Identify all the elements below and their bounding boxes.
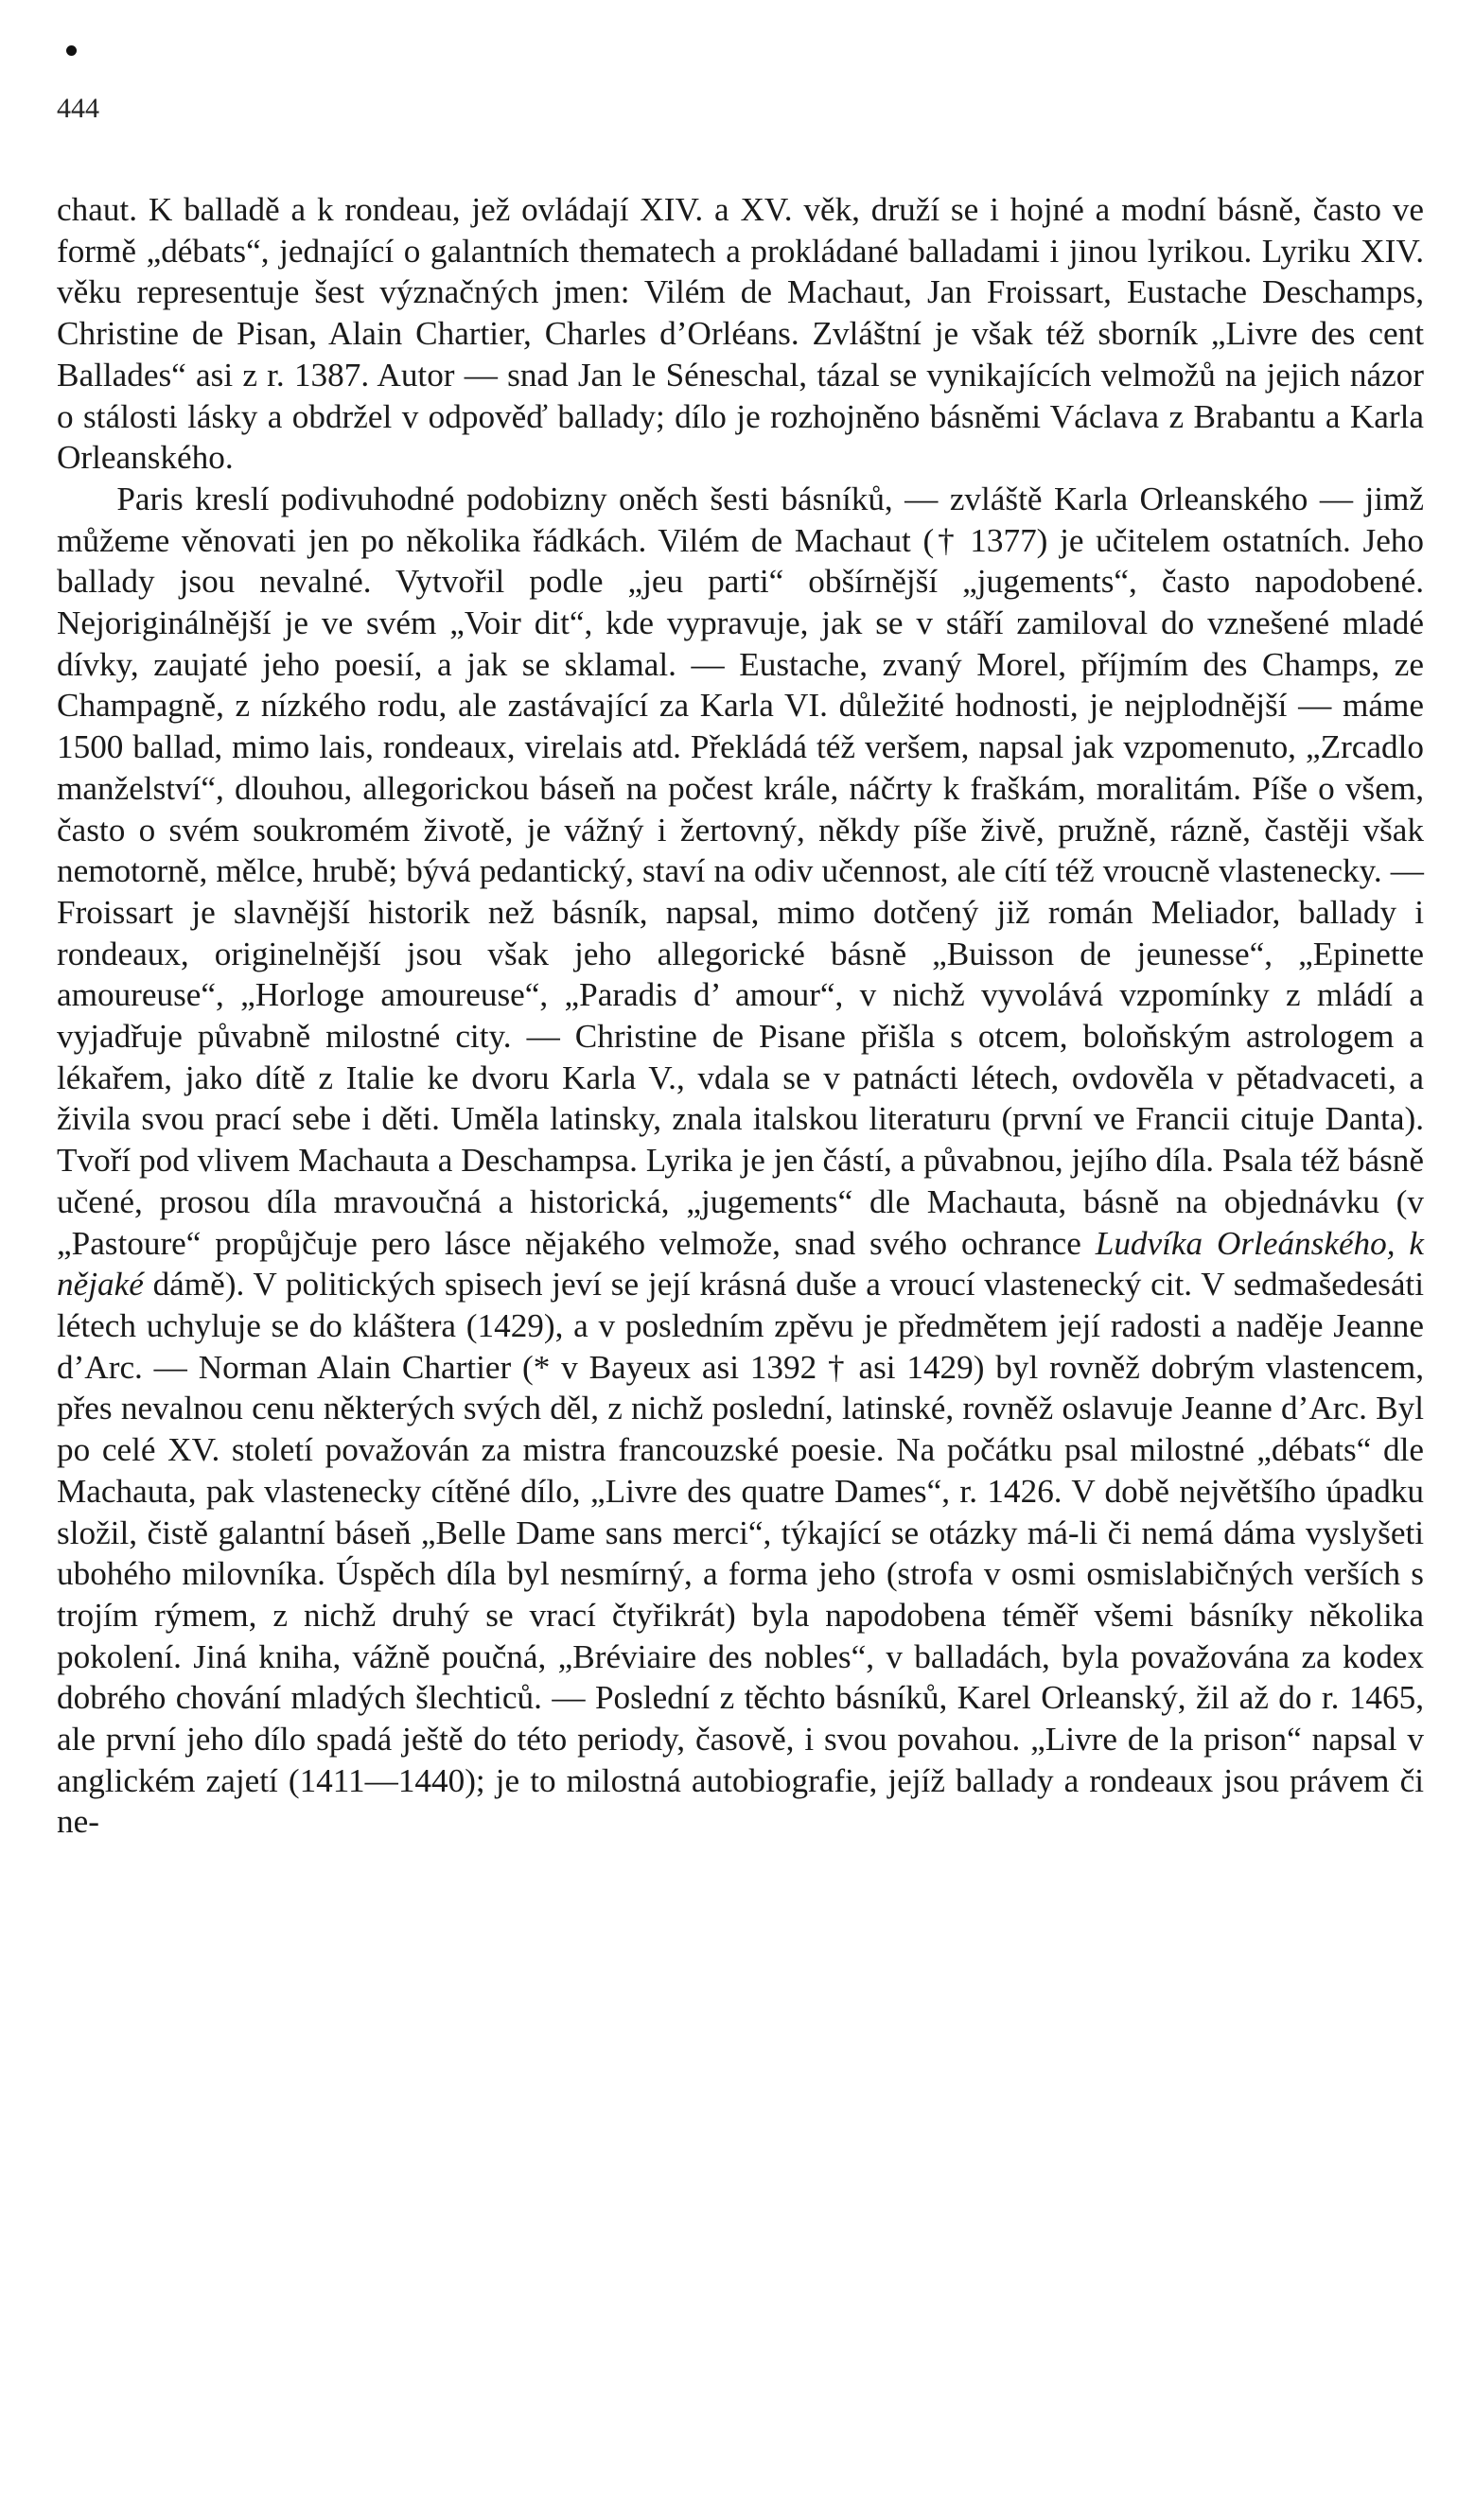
paragraph-poets-text: Paris kreslí podivuhodné podobizny oněch šesti básníků, — zvláště Karla Orleanského — jimž můžeme věnovati jen po několika řádkách. Vilém de Machaut († 1377) je učitelem ostatních. Jeho ballady jsou nevalné. Vytvořil podle „jeu parti“ obšírnější „jugements“, často napodobené. Nejoriginálnější je ve svém „Voir dit“, kde vypravuje, jak se v stáří zamiloval do vznešené mladé dívky, zaujaté jeho poesií, a jak se sklamal. — Eustache, zvaný Morel, příjmím des Champs, ze Champagně, z nízkého rodu, ale zastávající za Karla VI. důležité hodnosti, je nejplodnější — máme 1500 ballad, mimo lais, rondeaux, virelais atd. Překládá též veršem, napsal jak vzpomenuto, „Zrcadlo manželství“, dlouhou, allegorickou báseň na počest krále, náčrty k fraškám, moralitám. Píše o všem, často o svém soukromém životě, je vážný i žertovný, někdy píše živě, pružně, rázně, častěji však nemotorně, mělce, hrubě; bývá pedantický, staví na odiv učennost, ale cítí též vroucně vlastenecky. — Froissart je slavnější historik než básník, napsal, mimo dotčený již román Meliador, ballady i rondeaux, originelnější jsou však jeho allegorické básně „Buisson de jeunesse“, „Epinette amoureuse“, „Horloge amoureuse“, „Paradis d’ amour“, v nichž vyvolává vzpomínky z mládí a vyjadřuje půvabně milostné city. — Christine de Pisane přišla s otcem, boloňským astrologem a lékařem, jako dítě z Italie ke dvoru Karla V., vdala se v patnácti létech, ovdověla v pětadvaceti, a živila svou prací sebe i děti. Uměla latinsky, znala italskou literaturu (první ve Francii cituje Danta). Tvoří pod vlivem Machauta a Deschampsa. Lyrika je jen částí, a půvabnou, jejího díla. Psala též básně učené, prosou díla mravoučná a historická, „jugements“ dle Machauta, básně na objednávku (v „Pastoure“ propůjčuje pero lásce nějakého velmože, snad svého ochrance xyxy=(57,480,1424,1262)
italic-phrase: Ludvíka Orleánského, k nějaké xyxy=(57,1224,1424,1304)
paragraph-continuation: chaut. K balladě a k rondeau, jež ovládají XIV. a XV. věk, druží se i hojné a modní básně, často ve formě „débats“, jednající o galantních thematech a prokládané balladami i jinou lyrikou. Lyriku XIV. věku representuje šest význačných jmen: Vilém de Machaut, Jan Froissart, Eustache Deschamps, Christine de Pisan, Alain Chartier, Charles d’Orléans. Zvláštní je však též sborník „Livre des cent Ballades“ asi z r. 1387. Autor — snad Jan le Séneschal, tázal se vynikajících velmožů na jejich názor o stálosti lásky a obdržel v odpověď ballady; dílo je rozhojněno básněmi Václava z Brabantu a Karla Orleanského. xyxy=(57,191,1424,477)
body-text xyxy=(57,189,1424,1843)
page-number: 444 xyxy=(57,93,99,124)
bullet-mark xyxy=(66,45,77,56)
paragraph-poets-rest: dámě). V politických spisech jeví se její krásná duše a vroucí vlastenecký cit. V sedmašedesáti létech uchyluje se do kláštera (1429), a v posledním zpěvu je předmětem její radosti a naděje Jeanne d’Arc. — Norman Alain Chartier (* v Bayeux asi 1392 † asi 1429) byl rovněž dobrým vlastencem, přes nevalnou cenu některých svých děl, z nichž poslední, latinské, rovněž oslavuje Jeanne d’Arc. Byl po celé XV. století považován za mistra francouzské poesie. Na počátku psal milostné „débats“ dle Machauta, pak vlastenecky cítěné dílo, „Livre des quatre Dames“, r. 1426. V době největšího úpadku složil, čistě galantní báseň „Belle Dame sans merci“, týkající se otázky má-li či nemá dáma vyslyšeti ubohého milovníka. Úspěch díla byl nesmírný, a forma jeho (strofa v osmi osmislabičných verších s trojím rýmem, z nichž druhý se vrací čtyřikrát) byla napodobena téměř všemi básníky několika pokolení. Jiná kniha, vážně poučná, „Bréviaire des nobles“, v balladách, byla považována za kodex dobrého chování mladých šlechticů. — Poslední z těchto básníků, Karel Orleanský, žil až do r. 1465, ale první jeho dílo spadá ještě do této periody, časově, i svou povahou. „Livre de la prison“ napsal v anglickém zajetí (1411—1440); je to milostná autobiografie, jejíž ballady a rondeaux jsou právem či ne- xyxy=(57,1266,1424,1841)
paragraph-poets xyxy=(57,479,1424,1843)
